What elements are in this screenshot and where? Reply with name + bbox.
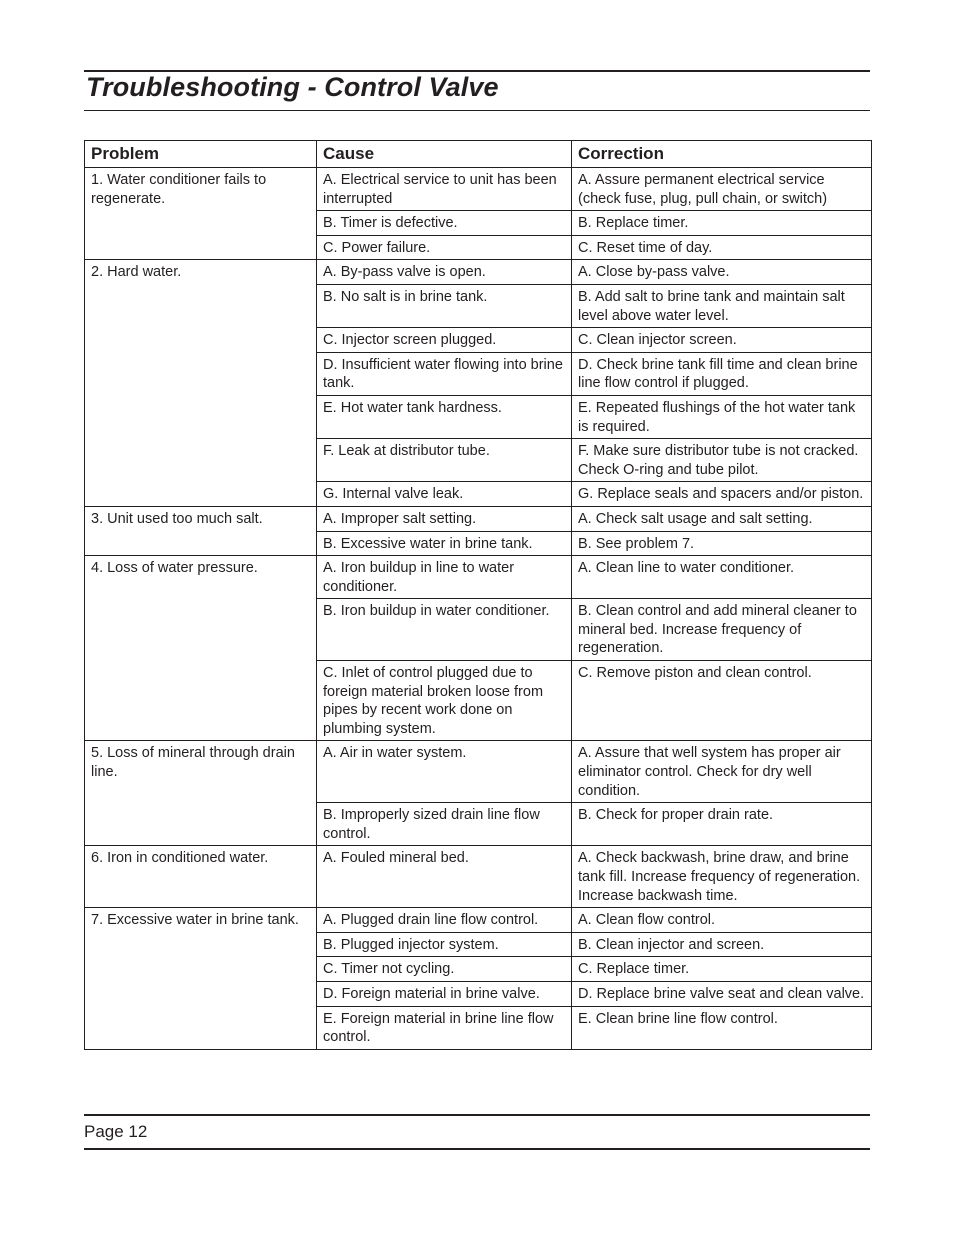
problem-cell: 2. Hard water. bbox=[85, 260, 317, 507]
cause-cell: B. Excessive water in brine tank. bbox=[317, 531, 572, 556]
problem-cell: 6. Iron in conditioned water. bbox=[85, 846, 317, 908]
correction-cell: B. Add salt to brine tank and maintain salt level above water level. bbox=[572, 284, 872, 327]
cause-cell: B. No salt is in brine tank. bbox=[317, 284, 572, 327]
correction-cell: B. Clean control and add mineral cleaner to mineral bed. Increase frequency of regeneration. bbox=[572, 599, 872, 661]
correction-cell: C. Reset time of day. bbox=[572, 235, 872, 260]
problem-cell: 7. Excessive water in brine tank. bbox=[85, 908, 317, 1050]
cause-cell: B. Plugged injector system. bbox=[317, 932, 572, 957]
cause-cell: B. Iron buildup in water conditioner. bbox=[317, 599, 572, 661]
correction-cell: A. Assure permanent electrical service (check fuse, plug, pull chain, or switch) bbox=[572, 168, 872, 211]
cause-cell: C. Injector screen plugged. bbox=[317, 328, 572, 353]
cause-cell: E. Foreign material in brine line flow control. bbox=[317, 1006, 572, 1049]
troubleshooting-table bbox=[84, 140, 872, 1050]
cause-cell: B. Improperly sized drain line flow control. bbox=[317, 803, 572, 846]
cause-cell: C. Timer not cycling. bbox=[317, 957, 572, 982]
cause-cell: A. Plugged drain line flow control. bbox=[317, 908, 572, 933]
table-row bbox=[85, 556, 872, 599]
table-body bbox=[85, 168, 872, 1050]
correction-cell: D. Check brine tank fill time and clean brine line flow control if plugged. bbox=[572, 352, 872, 395]
problem-cell: 4. Loss of water pressure. bbox=[85, 556, 317, 741]
correction-cell: A. Check salt usage and salt setting. bbox=[572, 506, 872, 531]
cause-cell: C. Inlet of control plugged due to foreign material broken loose from pipes by recent work done on plumbing system. bbox=[317, 661, 572, 741]
correction-cell: B. Check for proper drain rate. bbox=[572, 803, 872, 846]
cause-cell: C. Power failure. bbox=[317, 235, 572, 260]
correction-cell: C. Replace timer. bbox=[572, 957, 872, 982]
header-cause: Cause bbox=[317, 141, 572, 168]
cause-cell: D. Insufficient water flowing into brine tank. bbox=[317, 352, 572, 395]
cause-cell: E. Hot water tank hardness. bbox=[317, 395, 572, 438]
cause-cell: A. Iron buildup in line to water conditioner. bbox=[317, 556, 572, 599]
footer-bottom-rule bbox=[84, 1148, 870, 1150]
correction-cell: B. See problem 7. bbox=[572, 531, 872, 556]
correction-cell: C. Remove piston and clean control. bbox=[572, 661, 872, 741]
problem-cell: 1. Water conditioner fails to regenerate. bbox=[85, 168, 317, 260]
cause-cell: F. Leak at distributor tube. bbox=[317, 439, 572, 482]
correction-cell: A. Clean line to water conditioner. bbox=[572, 556, 872, 599]
table-header-row bbox=[85, 141, 872, 168]
correction-cell: B. Clean injector and screen. bbox=[572, 932, 872, 957]
footer-top-rule bbox=[84, 1114, 870, 1116]
header-problem: Problem bbox=[85, 141, 317, 168]
page-number: Page 12 bbox=[84, 1122, 148, 1141]
table-row bbox=[85, 908, 872, 933]
correction-cell: E. Clean brine line flow control. bbox=[572, 1006, 872, 1049]
table-row bbox=[85, 260, 872, 285]
cause-cell: A. Electrical service to unit has been interrupted bbox=[317, 168, 572, 211]
page-title: Troubleshooting - Control Valve bbox=[86, 72, 499, 102]
table-row bbox=[85, 846, 872, 908]
table-row bbox=[85, 168, 872, 211]
header-correction: Correction bbox=[572, 141, 872, 168]
correction-cell: A. Close by-pass valve. bbox=[572, 260, 872, 285]
correction-cell: E. Repeated flushings of the hot water tank is required. bbox=[572, 395, 872, 438]
cause-cell: A. Fouled mineral bed. bbox=[317, 846, 572, 908]
header-bottom-rule bbox=[84, 110, 870, 111]
correction-cell: G. Replace seals and spacers and/or piston. bbox=[572, 482, 872, 507]
correction-cell: B. Replace timer. bbox=[572, 211, 872, 236]
cause-cell: A. Air in water system. bbox=[317, 741, 572, 803]
cause-cell: A. Improper salt setting. bbox=[317, 506, 572, 531]
cause-cell: D. Foreign material in brine valve. bbox=[317, 981, 572, 1006]
cause-cell: B. Timer is defective. bbox=[317, 211, 572, 236]
problem-cell: 3. Unit used too much salt. bbox=[85, 506, 317, 555]
correction-cell: A. Clean flow control. bbox=[572, 908, 872, 933]
correction-cell: D. Replace brine valve seat and clean valve. bbox=[572, 981, 872, 1006]
problem-cell: 5. Loss of mineral through drain line. bbox=[85, 741, 317, 846]
cause-cell: A. By-pass valve is open. bbox=[317, 260, 572, 285]
table-row bbox=[85, 741, 872, 803]
correction-cell: A. Assure that well system has proper air eliminator control. Check for dry well condition. bbox=[572, 741, 872, 803]
table-row bbox=[85, 506, 872, 531]
correction-cell: F. Make sure distributor tube is not cracked. Check O-ring and tube pilot. bbox=[572, 439, 872, 482]
cause-cell: G. Internal valve leak. bbox=[317, 482, 572, 507]
correction-cell: C. Clean injector screen. bbox=[572, 328, 872, 353]
correction-cell: A. Check backwash, brine draw, and brine tank fill. Increase frequency of regeneration. Increase backwash time. bbox=[572, 846, 872, 908]
